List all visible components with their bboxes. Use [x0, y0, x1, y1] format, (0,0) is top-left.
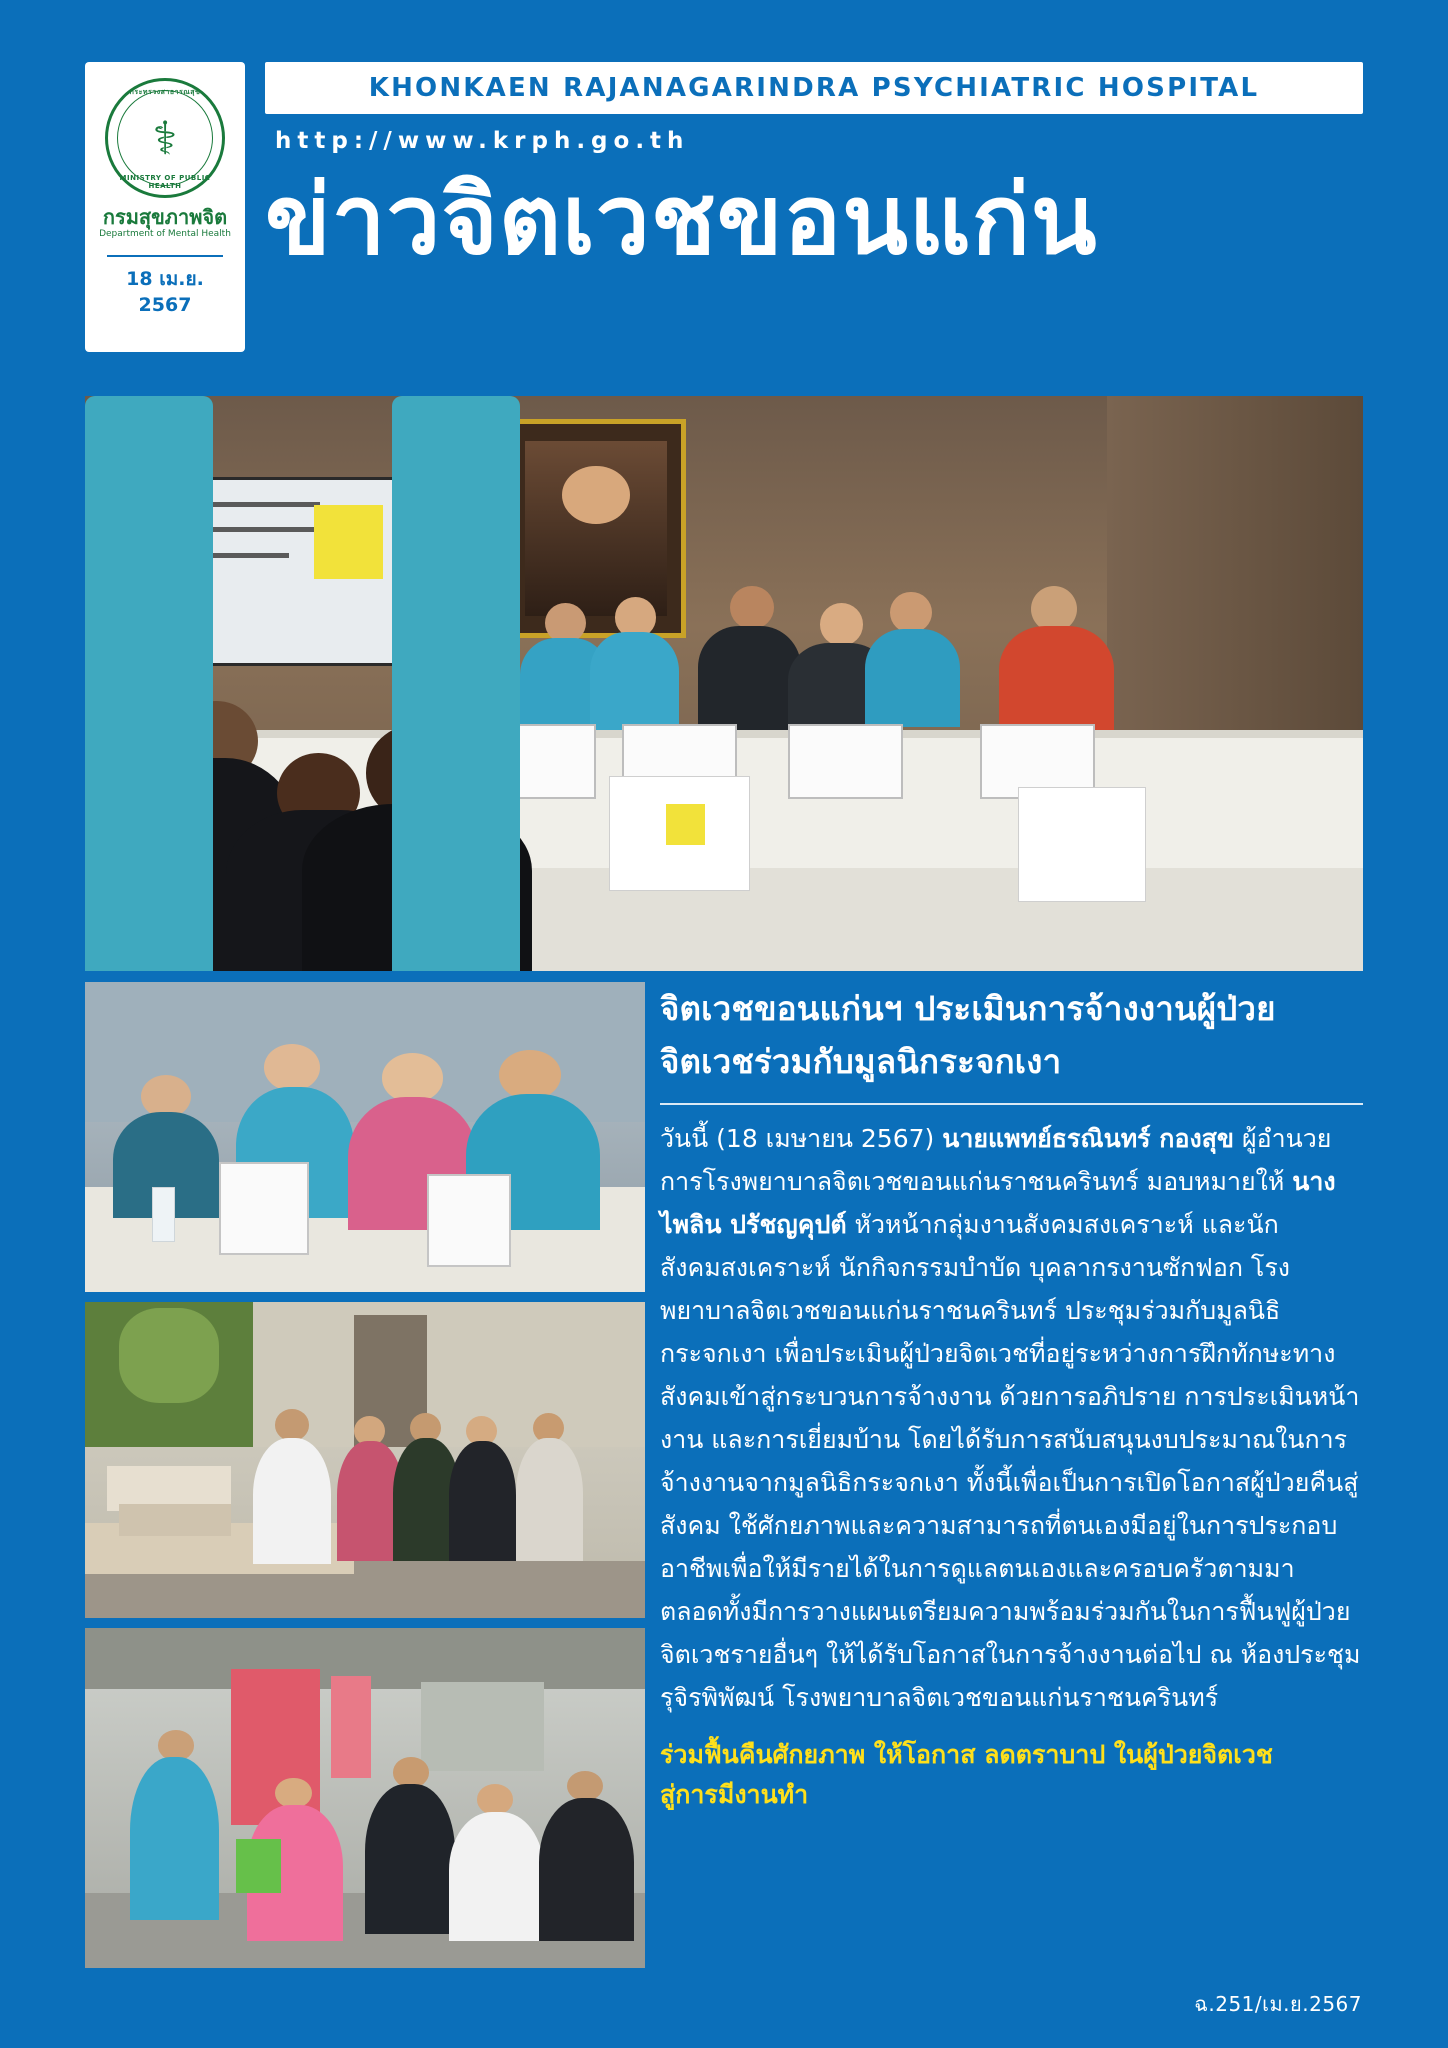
article-text-run: หัวหน้ากลุ่มงานสังคมสงเคราะห์ และนักสังคมสงเคราะห์ นักกิจกรรมบำบัด บุคลากรงานซักฟอก โรงพยาบาลจิตเวชขอนแก่นราชนครินทร์ ประชุมร่วมกับมูลนิธิกระจกเงา เพื่อประเมินผู้ป่วยจิตเวชที่อยู่ระหว่างการฝึกทักษะทางสังคมเข้าสู่กระบวนการจ้างงาน ด้วยการอภิปราย การประเมินหน้างาน และการเยี่ยมบ้าน โดยได้รับการสนับสนุนงบประมาณในการจ้างงานจากมูลนิธิกระจกเงา ทั้งนี้เพื่อเป็นการเปิดโอกาสผู้ป่วยคืนสู่สังคม ใช้ศักยภาพและความสามารถที่ตนเองมีอยู่ในการประกอบอาชีพเพื่อให้มีรายได้ในการดูแลตนเองและครอบครัวตามมา ตลอดทั้งมีการวางแผนเตรียมความพร้อมร่วมกันในการฟื้นฟูผู้ป่วยจิตเวชรายอื่นๆ ให้ได้รับโอกาสในการจ้างงานต่อไป ณ ห้องประชุมรุจิรพิพัฒน์ โรงพยาบาลจิตเวชขอนแก่นราชนครินทร์	[660, 1209, 1361, 1712]
article-block	[660, 982, 1363, 1816]
headline-line-1: จิตเวชขอนแก่นฯ ประเมินการจ้างงานผู้ป่วย	[660, 989, 1276, 1028]
issue-date: 18 เม.ย. 2567	[107, 255, 223, 316]
photo-meeting-discussion	[85, 982, 645, 1292]
department-name-en: Department of Mental Health	[99, 229, 231, 239]
article-emphasis: นางไพลิน ปรัชญคุปต์	[660, 1166, 1336, 1239]
article-text-run: วันนี้ (18 เมษายน 2567)	[660, 1123, 943, 1153]
photo-main-meeting-room	[85, 396, 1363, 971]
article-body	[660, 1117, 1363, 1719]
department-name-th: กรมสุขภาพจิต	[102, 205, 228, 229]
issue-number: ฉ.251/เม.ย.2567	[1194, 1992, 1362, 2016]
photo-laundry-worksite	[85, 1302, 645, 1618]
ministry-emblem-icon	[105, 78, 225, 198]
emblem-ring-top-text: กระทรวงสาธารณสุข	[129, 88, 201, 96]
emblem-ring-bottom-text: MINISTRY OF PUBLIC HEALTH	[119, 174, 211, 190]
photo-home-visit	[85, 1628, 645, 1968]
hospital-name-text: KHONKAEN RAJANAGARINDRA PSYCHIATRIC HOSPITAL	[368, 73, 1260, 103]
header-right-block	[265, 62, 1363, 286]
article-text-run: ผู้อำนวยการโรงพยาบาลจิตเวชขอนแก่นราชนครินทร์ มอบหมายให้	[660, 1123, 1332, 1196]
article-headline	[660, 982, 1363, 1089]
website-url[interactable]: http://www.krph.go.th	[275, 128, 690, 154]
slogan-line-2: สู่การมีงานทำ	[660, 1780, 809, 1810]
hospital-name-bar	[265, 62, 1363, 114]
headline-divider	[660, 1103, 1363, 1105]
headline-line-2: จิตเวชร่วมกับมูลนิกระจกเงา	[660, 1042, 1062, 1082]
ministry-logo-block	[85, 62, 245, 352]
slogan-line-1: ร่วมฟื้นคืนศักยภาพ ให้โอกาส ลดตราบาป ในผู้ป่วยจิตเวช	[660, 1739, 1273, 1769]
article-emphasis: นายแพทย์ธรณินทร์ กองสุข	[942, 1123, 1235, 1153]
caduceus-icon: ⚕	[117, 90, 213, 186]
page-header	[85, 62, 1363, 372]
article-slogan	[660, 1735, 1363, 1816]
masthead-title: ข่าวจิตเวชขอนแก่น	[265, 164, 1098, 276]
